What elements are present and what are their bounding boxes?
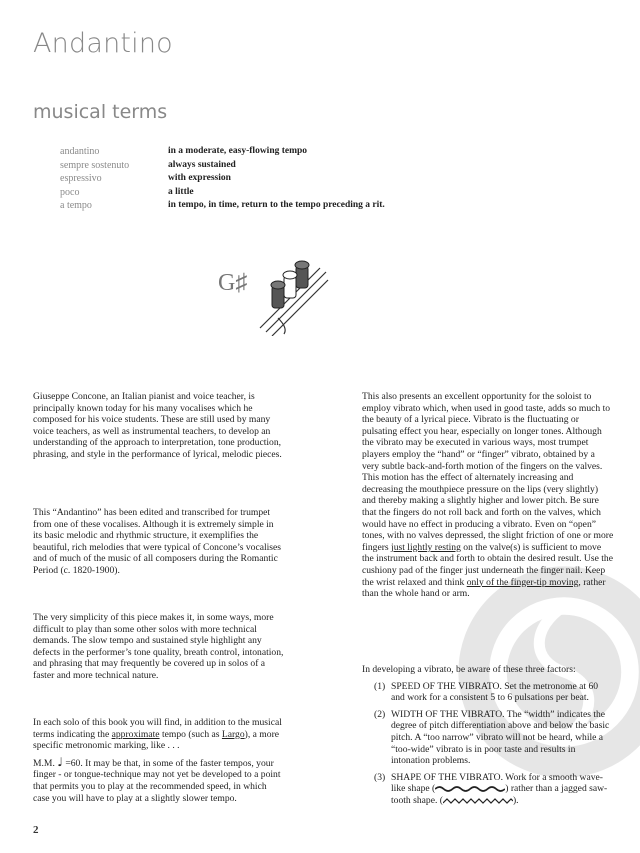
term-row (60, 172, 620, 186)
factor-text: ) rather than a jagged saw-tooth shape. ( (391, 783, 608, 806)
factor-text: . Work for a smooth wave-like shape ( (391, 771, 603, 795)
term-definition: always sustained (168, 159, 236, 170)
left-column-paragraph-1 (33, 391, 285, 461)
text-span: M.M. (33, 757, 58, 769)
paragraph-text: In developing a vibrato, be aware of these three factors: (362, 664, 576, 675)
factor-text: . Set the metronome at 60 and work for a consistent 5 to 6 pulsations per beat. (391, 680, 599, 704)
factor-number: (2) (374, 708, 386, 720)
paragraph-text (33, 754, 285, 804)
term-definition: a little (168, 186, 194, 197)
term-row (60, 199, 620, 213)
musical-terms-list (60, 145, 620, 213)
smooth-wave-icon (435, 785, 505, 793)
right-column-vibrato-section (362, 664, 614, 812)
underlined-text: only of the finger-tip moving (466, 576, 579, 588)
factor-heading: SPEED OF THE VIBRATO (391, 680, 500, 692)
term-row (60, 186, 620, 200)
list-item (374, 772, 614, 807)
paragraph-text: This “Andantino” has been edited and transcribed for trumpet from one of these vocalises. Although it is extremely simple in its basic melodic and rhythmic structure, it exemplifies the beautiful, rich melodies that were typical of Concone’s vocalises and of much of the music of all composers during the Romantic Period (c. 1820-1900). (33, 507, 282, 576)
underlined-text: approximate (111, 728, 160, 740)
sawtooth-wave-icon (443, 797, 513, 805)
term-word: sempre sostenuto (60, 159, 130, 171)
list-item (374, 681, 614, 704)
text-span: on the valve(s) is sufficient to move the instrument back and forth to obtain the desired result. Use the cushiony pad of the finger just underneath the finger nail. Keep the wrist relaxed and think (362, 541, 613, 588)
paragraph-text: Giuseppe Concone, an Italian pianist and voice teacher, is principally known today for his many vocalises which he composed for his voice students. These are still used by many voice teachers, as well as instrumental teachers, to develop an understanding of the approach to interpretation, tone production, phrasing, and style in the performance of lyrical, melodic pieces. (33, 391, 282, 460)
text-span: This also presents an excellent opportunity for the soloist to employ vibrato which, when used in good taste, adds so much to the beauty of a lyrical piece. Vibrato is the fluctuating or pulsating effect you hear, especially on longer tones. Although the vibrato may be executed in various ways, most trumpet players employ the “hand” or “finger” vibrato, obtained by a very subtle back-and-forth motion of the fingers on the valves. This motion has the effect of alternately increasing and decreasing the mouthpiece pressure on the lips (very slightly) and thereby making a slightly higher and lower pitch. Be sure that the fingers do not roll back and forth on the valves, which would have no effect in producing a vibrato. Even on “open” tones, with no valves depressed, the slight friction of one or more fingers (362, 391, 614, 553)
page-number: 2 (33, 824, 39, 836)
trumpet-valves-icon (258, 258, 330, 336)
term-word: a tempo (60, 200, 92, 211)
factor-text: . The “width” indicates the degree of pitch differentiation above and below the basic pitch. A “too narrow” vibrato will not be heard, while a “too-wide” vibrato is in poor taste and results in intonation problems. (391, 708, 610, 767)
text-span: , rather than the whole hand or arm. (362, 576, 606, 600)
left-column-paragraph-2 (33, 507, 285, 577)
factor-text: ). (512, 794, 519, 806)
vibrato-factors-list (374, 681, 614, 807)
paragraph-text (362, 391, 614, 600)
underlined-text: just lightly resting (391, 541, 461, 553)
text-span: In each solo of this book you will find, in addition to the musical terms indicating the (33, 717, 282, 740)
list-item (374, 709, 614, 767)
left-column-paragraph-4 (33, 717, 285, 804)
quarter-note-icon: ♩ (57, 754, 63, 769)
paragraph-text (33, 717, 285, 752)
factor-heading: SHAPE OF THE VIBRATO (391, 771, 501, 783)
fingering-chart (218, 258, 330, 336)
term-word: poco (60, 186, 80, 198)
term-definition: with expression (168, 173, 231, 183)
page-title: Andantino (33, 28, 173, 59)
term-word: andantino (60, 146, 100, 157)
term-row (60, 159, 620, 173)
factor-heading: WIDTH OF THE VIBRATO (391, 708, 503, 720)
factor-number: (3) (374, 771, 386, 783)
underlined-text: Largo (221, 728, 245, 740)
text-span: tempo (such as (159, 728, 222, 740)
text-span: =60. It may be that, in some of the faster tempos, your finger - or tongue-technique may not yet be developed to a point that permits you to play at the recommended speed, in which case you will have to play at a slightly slower tempo. (33, 757, 281, 804)
term-row (60, 145, 620, 159)
term-word: espressivo (60, 173, 102, 184)
paragraph-text: The very simplicity of this piece makes it, in some ways, more difficult to play than some other solos with more technical demands. The slow tempo and sustained style highlight any defects in the performer’s tone quality, breath control, intonation, and phrasing that may frequently be covered up in solos of a faster and more technical nature. (33, 612, 284, 681)
term-definition: in tempo, in time, return to the tempo preceding a rit. (168, 200, 385, 210)
right-column-paragraph-1 (362, 391, 614, 600)
text-span: ), a more specific metronomic marking, like . . . (33, 728, 280, 752)
fingering-note-name: G♯ (218, 270, 248, 296)
term-definition: in a moderate, easy-flowing tempo (168, 146, 308, 156)
factor-number: (1) (374, 680, 386, 692)
section-heading: musical terms (33, 101, 168, 123)
left-column-paragraph-3 (33, 612, 285, 682)
